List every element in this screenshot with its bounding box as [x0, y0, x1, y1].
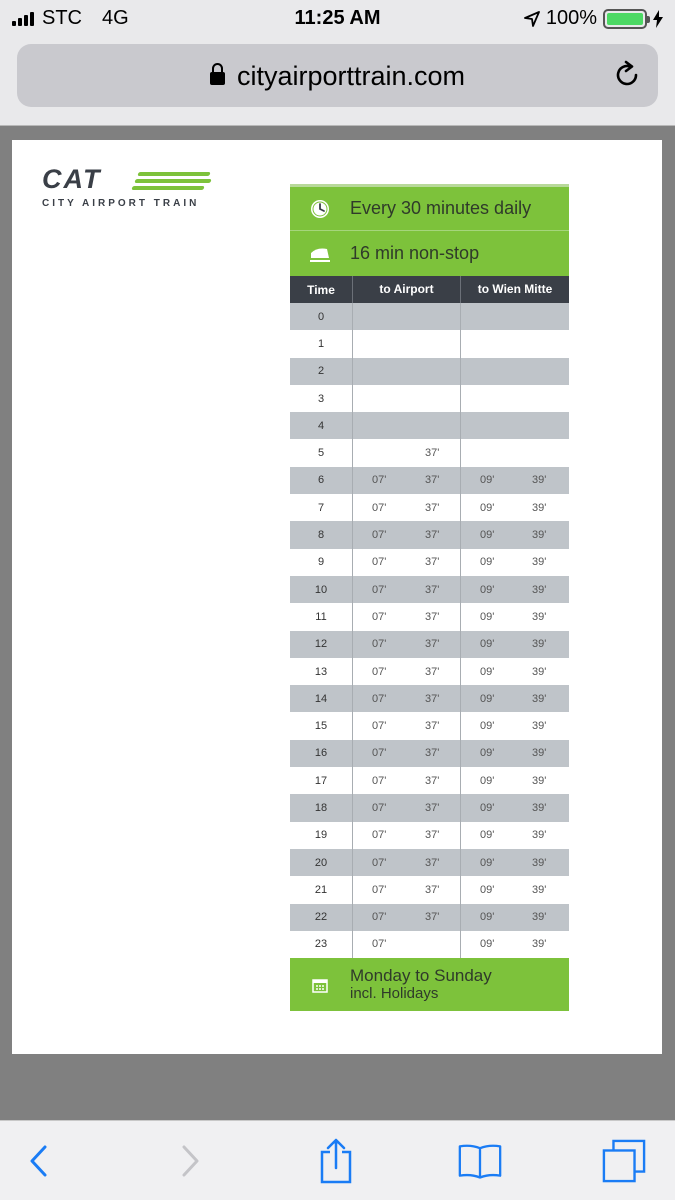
to-wien-cell: [460, 631, 569, 658]
departure-minute: 07': [372, 529, 387, 542]
to-wien-cell: [460, 658, 569, 685]
header-to-airport: to Airport: [352, 276, 460, 303]
hour-cell: 18: [314, 801, 328, 814]
departure-minute: 09': [480, 856, 495, 869]
to-airport-cell: [352, 576, 460, 603]
to-wien-cell: [460, 767, 569, 794]
status-time: 11:25 AM: [294, 7, 381, 29]
to-airport-cell: [352, 794, 460, 821]
to-wien-cell: [460, 712, 569, 739]
to-wien-cell: [460, 876, 569, 903]
to-airport-cell: [352, 385, 460, 412]
logo-subtitle: CITY AIRPORT TRAIN: [42, 198, 200, 209]
to-airport-cell: [352, 658, 460, 685]
forward-arrow-icon: [178, 1143, 202, 1179]
charging-bolt-icon: [653, 10, 663, 28]
calendar-icon: [290, 977, 350, 993]
network-type: 4G: [102, 7, 129, 29]
to-airport-cell: [352, 549, 460, 576]
departure-minute: 37': [425, 720, 440, 733]
departure-minute: 07': [372, 720, 387, 733]
departure-minute: 37': [425, 529, 440, 542]
share-button[interactable]: [314, 1139, 358, 1183]
departure-minute: 37': [425, 665, 440, 678]
departure-minute: 37': [425, 474, 440, 487]
to-wien-cell: [460, 412, 569, 439]
location-icon: [524, 11, 540, 27]
to-airport-cell: [352, 931, 460, 958]
hour-cell: 14: [314, 692, 328, 705]
hour-cell: 21: [314, 883, 328, 896]
to-airport-cell: [352, 740, 460, 767]
departure-minute: 39': [532, 638, 547, 651]
to-airport-cell: [352, 822, 460, 849]
departure-minute: 39': [532, 938, 547, 951]
table-row: [290, 876, 569, 903]
to-airport-cell: [352, 521, 460, 548]
table-row: [290, 931, 569, 958]
to-airport-cell: [352, 685, 460, 712]
duration-banner: [290, 230, 569, 276]
back-arrow-icon: [27, 1143, 51, 1179]
table-row: [290, 385, 569, 412]
hour-cell: 6: [317, 474, 325, 487]
to-wien-cell: [460, 603, 569, 630]
table-row: [290, 740, 569, 767]
to-wien-cell: [460, 521, 569, 548]
hour-cell: 7: [317, 501, 325, 514]
departure-minute: 09': [480, 501, 495, 514]
to-airport-cell: [352, 904, 460, 931]
departure-minute: 09': [480, 556, 495, 569]
hour-cell: 16: [314, 747, 328, 760]
departure-minute: 39': [532, 801, 547, 814]
departure-minute: 07': [372, 883, 387, 896]
web-page: [12, 140, 662, 1054]
table-row: [290, 685, 569, 712]
departure-minute: 37': [425, 501, 440, 514]
table-row: [290, 849, 569, 876]
to-wien-cell: [460, 385, 569, 412]
to-airport-cell: [352, 303, 460, 330]
to-wien-cell: [460, 303, 569, 330]
departure-minute: 09': [480, 610, 495, 623]
forward-button[interactable]: [168, 1139, 212, 1183]
to-wien-cell: [460, 330, 569, 357]
departure-minute: 37': [425, 447, 440, 460]
departure-minute: 39': [532, 720, 547, 733]
table-row: [290, 822, 569, 849]
table-row: [290, 904, 569, 931]
timetable-rows: [290, 303, 569, 958]
duration-text: 16 min non-stop: [350, 243, 480, 263]
to-airport-cell: [352, 767, 460, 794]
to-airport-cell: [352, 631, 460, 658]
status-right: [524, 7, 663, 30]
to-airport-cell: [352, 603, 460, 630]
departure-minute: 39': [532, 610, 547, 623]
departure-minute: 37': [425, 856, 440, 869]
table-row: [290, 603, 569, 630]
header-time: Time: [307, 282, 335, 297]
departure-minute: 37': [425, 829, 440, 842]
departure-minute: 09': [480, 474, 495, 487]
hour-cell: 23: [314, 938, 328, 951]
departure-minute: 39': [532, 501, 547, 514]
departure-minute: 09': [480, 829, 495, 842]
departure-minute: 37': [425, 610, 440, 623]
departure-minute: 07': [372, 610, 387, 623]
hour-cell: 13: [314, 665, 328, 678]
to-wien-cell: [460, 467, 569, 494]
to-airport-cell: [352, 876, 460, 903]
departure-minute: 39': [532, 774, 547, 787]
days-text: Monday to Sunday: [350, 966, 492, 986]
to-airport-cell: [352, 330, 460, 357]
hour-cell: 22: [314, 911, 328, 924]
departure-minute: 37': [425, 583, 440, 596]
table-row: [290, 631, 569, 658]
departure-minute: 39': [532, 529, 547, 542]
departure-minute: 07': [372, 856, 387, 869]
departure-minute: 09': [480, 529, 495, 542]
bookmarks-button[interactable]: [458, 1139, 502, 1183]
departure-minute: 39': [532, 556, 547, 569]
table-row: [290, 794, 569, 821]
to-airport-cell: [352, 358, 460, 385]
battery-icon: [603, 9, 647, 29]
logo-stripe: [134, 179, 211, 183]
hour-cell: 10: [314, 583, 328, 596]
hour-cell: 4: [317, 419, 325, 432]
to-wien-cell: [460, 576, 569, 603]
address-text-wrap: [17, 61, 658, 92]
days-text-group: [350, 966, 492, 1003]
departure-minute: 39': [532, 665, 547, 678]
table-header: [290, 276, 569, 303]
table-row: [290, 712, 569, 739]
departure-minute: 37': [425, 747, 440, 760]
departure-minute: 39': [532, 583, 547, 596]
departure-minute: 37': [425, 883, 440, 896]
to-airport-cell: [352, 439, 460, 466]
departure-minute: 39': [532, 911, 547, 924]
to-wien-cell: [460, 822, 569, 849]
reload-icon[interactable]: [612, 60, 642, 90]
table-row: [290, 467, 569, 494]
hour-cell: 9: [317, 556, 325, 569]
table-row: [290, 576, 569, 603]
departure-minute: 07': [372, 911, 387, 924]
to-airport-cell: [352, 467, 460, 494]
to-wien-cell: [460, 358, 569, 385]
to-airport-cell: [352, 712, 460, 739]
departure-minute: 07': [372, 774, 387, 787]
days-banner: [290, 958, 569, 1011]
departure-minute: 37': [425, 801, 440, 814]
hour-cell: 3: [317, 392, 325, 405]
departure-minute: 37': [425, 911, 440, 924]
hour-cell: 12: [314, 638, 328, 651]
frequency-text: Every 30 minutes daily: [350, 198, 532, 218]
table-row: [290, 330, 569, 357]
departure-minute: 07': [372, 801, 387, 814]
departure-minute: 07': [372, 638, 387, 651]
cat-logo[interactable]: [42, 164, 212, 209]
frequency-banner: [290, 184, 569, 230]
to-wien-cell: [460, 549, 569, 576]
table-row: [290, 358, 569, 385]
departure-minute: 07': [372, 829, 387, 842]
departure-minute: 09': [480, 774, 495, 787]
to-wien-cell: [460, 904, 569, 931]
logo-stripe: [137, 172, 210, 176]
to-wien-cell: [460, 849, 569, 876]
table-row: [290, 521, 569, 548]
departure-minute: 37': [425, 692, 440, 705]
departure-minute: 09': [480, 747, 495, 760]
departure-minute: 39': [532, 692, 547, 705]
url-text: cityairporttrain.com: [236, 61, 466, 91]
browser-toolbar: [0, 36, 675, 126]
departure-minute: 07': [372, 747, 387, 760]
departure-minute: 07': [372, 665, 387, 678]
departure-minute: 37': [425, 638, 440, 651]
table-row: [290, 439, 569, 466]
departure-minute: 39': [532, 829, 547, 842]
days-note: incl. Holidays: [350, 985, 439, 1003]
departure-minute: 09': [480, 720, 495, 733]
departure-minute: 09': [480, 638, 495, 651]
departure-minute: 39': [532, 883, 547, 896]
timetable: [290, 184, 569, 1011]
departure-minute: 37': [425, 774, 440, 787]
to-wien-cell: [460, 794, 569, 821]
hour-cell: 2: [317, 365, 325, 378]
hour-cell: 8: [317, 529, 325, 542]
table-row: [290, 767, 569, 794]
clock-icon: [290, 198, 350, 220]
train-icon: [290, 245, 350, 263]
to-airport-cell: [352, 494, 460, 521]
hour-cell: 20: [314, 856, 328, 869]
table-row: [290, 549, 569, 576]
to-wien-cell: [460, 439, 569, 466]
departure-minute: 09': [480, 692, 495, 705]
departure-minute: 09': [480, 583, 495, 596]
departure-minute: 37': [425, 556, 440, 569]
hour-cell: 11: [315, 610, 327, 623]
to-airport-cell: [352, 849, 460, 876]
to-airport-cell: [352, 412, 460, 439]
status-bar: [0, 0, 675, 36]
departure-minute: 39': [532, 474, 547, 487]
hour-cell: 0: [317, 310, 325, 323]
table-row: [290, 303, 569, 330]
departure-minute: 07': [372, 938, 387, 951]
lock-icon: [210, 72, 225, 85]
hour-cell: 19: [314, 829, 328, 842]
to-wien-cell: [460, 740, 569, 767]
departure-minute: 07': [372, 583, 387, 596]
departure-minute: 07': [372, 556, 387, 569]
departure-minute: 09': [480, 938, 495, 951]
header-to-wien-mitte: to Wien Mitte: [460, 276, 569, 303]
hour-cell: 17: [314, 774, 328, 787]
table-row: [290, 412, 569, 439]
share-icon: [317, 1138, 355, 1184]
departure-minute: 07': [372, 692, 387, 705]
departure-minute: 39': [532, 856, 547, 869]
to-wien-cell: [460, 685, 569, 712]
browser-bottom-bar: [0, 1120, 675, 1200]
logo-mark: [42, 164, 212, 194]
departure-minute: 09': [480, 665, 495, 678]
to-wien-cell: [460, 494, 569, 521]
departure-minute: 07': [372, 474, 387, 487]
departure-minute: 39': [532, 747, 547, 760]
tabs-button[interactable]: [602, 1139, 646, 1183]
departure-minute: 09': [480, 883, 495, 896]
address-bar[interactable]: [17, 44, 658, 107]
logo-wordmark: CAT: [42, 164, 102, 194]
logo-stripe: [131, 186, 204, 190]
battery-percent: 100%: [545, 7, 597, 29]
departure-minute: 09': [480, 911, 495, 924]
departure-minute: 07': [372, 501, 387, 514]
hour-cell: 5: [317, 447, 325, 460]
departure-minute: 09': [480, 801, 495, 814]
tabs-icon: [602, 1138, 646, 1184]
back-button[interactable]: [17, 1139, 61, 1183]
table-row: [290, 658, 569, 685]
carrier-name: STC: [42, 7, 82, 29]
hour-cell: 15: [314, 720, 328, 733]
to-wien-cell: [460, 931, 569, 958]
hour-cell: 1: [317, 337, 325, 350]
table-row: [290, 494, 569, 521]
bookmarks-icon: [458, 1141, 502, 1181]
